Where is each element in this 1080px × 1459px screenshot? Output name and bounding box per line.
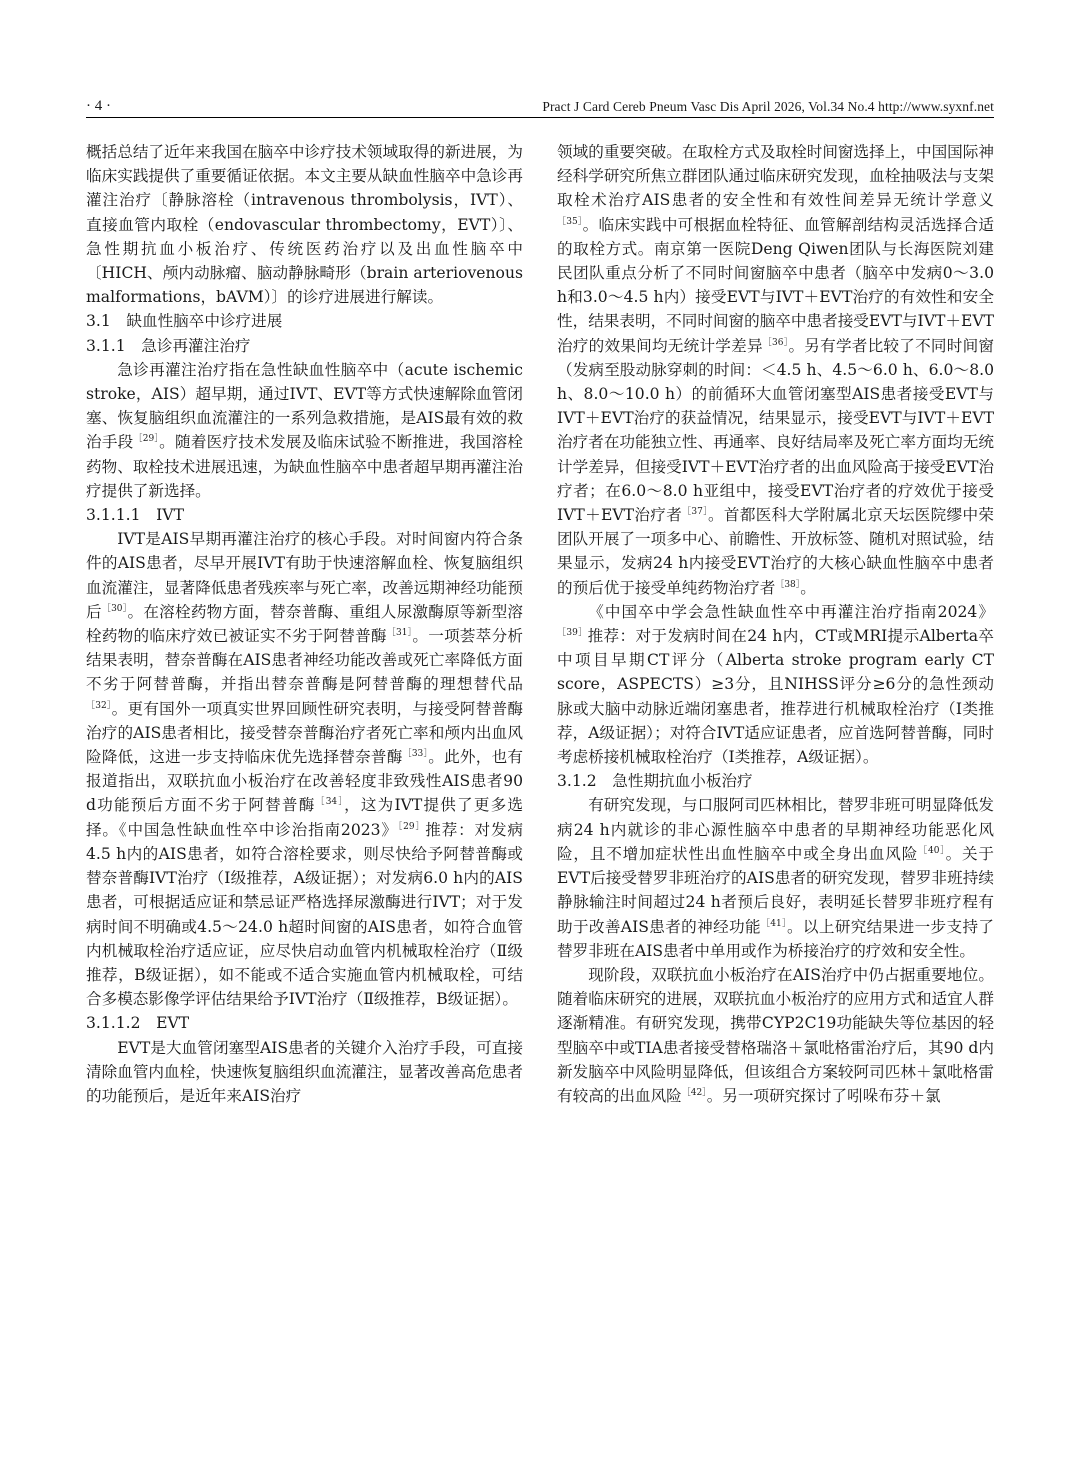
citation-ref[interactable]: ［36］ <box>762 337 789 348</box>
citation-ref[interactable]: ［42］ <box>681 1087 707 1098</box>
citation-ref[interactable]: ［30］ <box>101 603 128 614</box>
section-heading: 3.1 缺血性脑卒中诊疗进展 <box>86 312 283 331</box>
citation-ref[interactable]: ［29］ <box>397 821 426 832</box>
paragraph: EVT是大血管闭塞型AIS患者的关键介入治疗手段，可直接清除血管内血栓，快速恢复脑组织血流灌注，显著改善高危患者的功能预后，是近年来AIS治疗 <box>86 1038 523 1105</box>
subsection-heading: 3.1.2 急性期抗血小板治疗 <box>557 772 753 791</box>
running-header <box>86 93 994 118</box>
citation-ref[interactable]: ［39］ <box>557 627 588 638</box>
citation-ref[interactable]: ［35］ <box>557 216 583 227</box>
citation-ref[interactable]: ［37］ <box>682 506 709 517</box>
paragraph: 有研究发现，与口服阿司匹林相比，替罗非班可明显降低发病24 h内就诊的非心源性脑卒中患者的早期神经功能恶化风险，且不增加症状性出血性脑卒中或全身出血风险$^{[40]}$。关于EVT后接受替罗非班治疗的AIS患者的研究发现，替罗非班持续静脉输注时间超过24 h者预后良好，表明延长替罗非班疗程有助于改善AIS患者的神经功能$^{[41]}$。以上研究结果进一步支持了替罗非班在AIS患者中单用或作为桥接治疗的疗效和安全性。 <box>557 796 994 960</box>
citation-ref[interactable]: ［40］ <box>918 845 946 856</box>
paragraph: 急诊再灌注治疗指在急性缺血性脑卒中（acute ischemic stroke，AIS）超早期，通过IVT、EVT等方式快速解除血管闭塞、恢复脑组织血流灌注的一系列急救措施，是AIS最有效的救治手段$^{[29]}$。随着医疗技术发展及临床试验不断推进，我国溶栓药物、取栓技术进展迅速，为缺血性脑卒中患者超早期再灌注治疗提供了新选择。 <box>86 360 523 500</box>
paragraph: 《中国卒中学会急性缺血性卒中再灌注治疗指南2024》$^{[39]}$推荐：对于发病时间在24 h内，CT或MRI提示Alberta卒中项目早期CT评分（Alberta stroke program early CT score，ASPECTS）≥3分，且NIHSS评分≥6分的急性颈动脉或大脑中动脉近端闭塞患者，推荐进行机械取栓治疗（Ⅰ类推荐，A级证据）；对符合IVT适应证患者，应首选阿替普酶，同时考虑桥接机械取栓治疗（Ⅰ类推荐，A级证据）。 <box>557 602 995 767</box>
paragraph: 概括总结了近年来我国在脑卒中诊疗技术领域取得的新进展，为临床实践提供了重要循证依据。本文主要从缺血性脑卒中急诊再灌注治疗〔静脉溶栓（intravenous thrombolysis，IVT）、直接血管内取栓（endovascular thrombectomy，EVT）〕、急性期抗血小板治疗、传统医药治疗以及出血性脑卒中〔HICH、颅内动脉瘤、脑动静脉畸形（brain arteriovenous malformations，bAVM）〕的诊疗进展进行解读。 <box>86 143 523 307</box>
left-column <box>86 140 523 1108</box>
journal-citation: Pract J Card Cereb Pneum Vasc Dis April 2026, Vol.34 No.4 http://www.syxnf.net <box>542 99 994 114</box>
citation-ref[interactable]: ［34］ <box>315 797 345 808</box>
subsubsection-heading: 3.1.1.1 IVT <box>86 506 184 525</box>
paragraph: 领域的重要突破。在取栓方式及取栓时间窗选择上，中国国际神经科学研究所焦立群团队通过临床研究发现，血栓抽吸法与支架取栓术治疗AIS患者的安全性和有效性间差异无统计学意义$^{[35]}$。临床实践中可根据血栓特征、血管解剖结构灵活选择合适的取栓方式。南京第一医院Deng Qiwen团队与长海医院刘建民团队重点分析了不同时间窗脑卒中患者（脑卒中发病0～3.0 h和3.0～4.5 h内）接受EVT与IVT＋EVT治疗的有效性和安全性，结果表明，不同时间窗的脑卒中患者接受EVT与IVT＋EVT治疗的效果间均无统计学差异$^{[36]}$。另有学者比较了不同时间窗（发病至股动脉穿刺的时间：＜4.5 h、4.5～6.0 h、6.0～8.0 h、8.0～10.0 h）的前循环大血管闭塞型AIS患者接受EVT与IVT＋EVT治疗的获益情况，结果显示，接受EVT与IVT＋EVT治疗者在功能独立性、再通率、良好结局率及死亡率方面均无统计学差异，但接受IVT＋EVT治疗者的出血风险高于接受EVT治疗者；在6.0～8.0 h亚组中，接受EVT治疗者的疗效优于接受IVT＋EVT治疗者$^{[37]}$。首都医科大学附属北京天坛医院缪中荣团队开展了一项多中心、前瞻性、开放标签、随机对照试验，结果显示，发病24 h内接受EVT治疗的大核心缺血性脑卒中患者的预后优于接受单纯药物治疗者$^{[38]}$。 <box>557 143 994 597</box>
subsection-heading: 3.1.1 急诊再灌注治疗 <box>86 336 251 355</box>
citation-ref[interactable]: ［32］ <box>86 700 112 711</box>
citation-ref[interactable]: ［41］ <box>760 918 787 929</box>
page-number: · 4 · <box>86 98 111 114</box>
paragraph: 现阶段，双联抗血小板治疗在AIS治疗中仍占据重要地位。随着临床研究的进展，双联抗血小板治疗的应用方式和适宜人群逐渐精准。有研究发现，携带CYP2C19功能缺失等位基因的轻型脑卒中或TIA患者接受替格瑞洛＋氯吡格雷治疗后，其90 d内新发脑卒中风险明显降低，但该组合方案较阿司匹林＋氯吡格雷有较高的出血风险$^{[42]}$。另一项研究探讨了吲哚布芬＋氯 <box>557 965 994 1105</box>
paragraph: IVT是AIS早期再灌注治疗的核心手段。对时间窗内符合条件的AIS患者，尽早开展IVT有助于快速溶解血栓、恢复脑组织血流灌注，显著降低患者残疾率与死亡率，改善远期神经功能预后$^{[30]}$。在溶栓药物方面，替奈普酶、重组人尿激酶原等新型溶栓药物的临床疗效已被证实不劣于阿替普酶$^{[31]}$。一项荟萃分析结果表明，替奈普酶在AIS患者神经功能改善或死亡率降低方面不劣于阿替普酶，并指出替奈普酶是阿替普酶的理想替代品$^{[32]}$。更有国外一项真实世界回顾性研究表明，与接受阿替普酶治疗的AIS患者相比，接受替奈普酶治疗者死亡率和颅内出血风险降低，这进一步支持临床优先选择替奈普酶$^{[33]}$。此外，也有报道指出，双联抗血小板治疗在改善轻度非致残性AIS患者90 d功能预后方面不劣于阿替普酶$^{[34]}$，这为IVT提供了更多选择。《中国急性缺血性卒中诊治指南2023》$^{[29]}$推荐：对发病4.5 h内的AIS患者，如符合溶栓要求，则尽快给予阿替普酶或替奈普酶IVT治疗（Ⅰ级推荐，A级证据）；对发病6.0 h内的AIS患者，可根据适应证和禁忌证严格选择尿激酶进行IVT；对于发病时间不明确或4.5～24.0 h超时间窗的AIS患者，如符合血管内机械取栓治疗适应证，应尽快启动血管内机械取栓治疗（Ⅱ级推荐，B级证据），如不能或不适合实施血管内机械取栓，可结合多模态影像学评估结果给予IVT治疗（Ⅱ级推荐，B级证据）。 <box>86 530 524 1009</box>
citation-ref[interactable]: ［38］ <box>775 579 801 590</box>
subsubsection-heading: 3.1.1.2 EVT <box>86 1014 190 1033</box>
right-column <box>557 140 994 1108</box>
citation-ref[interactable]: ［29］ <box>133 434 160 445</box>
citation-ref[interactable]: ［31］ <box>386 627 413 638</box>
citation-ref[interactable]: ［33］ <box>402 748 429 759</box>
